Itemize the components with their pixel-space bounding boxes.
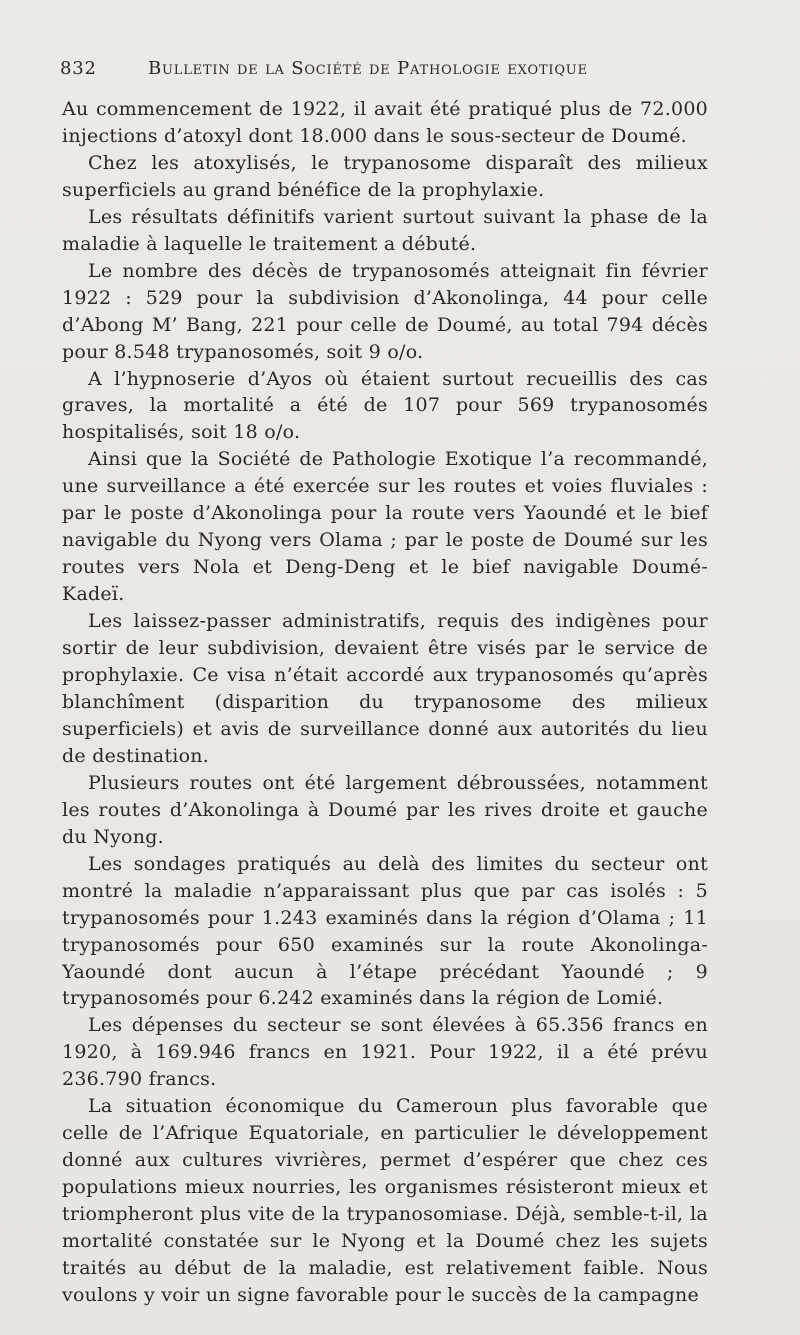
page-number: 832 [60, 58, 97, 79]
paragraph: Les sondages pratiqués au delà des limites du secteur ont montré la maladie n’apparaissant plus que par cas isolés : 5 trypanosomés pour 1.243 examinés dans la région d’Olama ; 11 trypanosomés pour 650 examinés sur la route Akonolinga-Yaoundé dont aucun à l’étape précédant Yaoundé ; 9 trypanosomés pour 6.242 examinés dans la région de Lomié. [62, 852, 708, 1010]
paragraph: Le nombre des décès de trypanosomés atteignait fin février 1922 : 529 pour la subdivision d’Akonolinga, 44 pour celle d’Abong M’ Bang, 221 pour celle de Doumé, au total 794 décès pour 8.548 trypanosomés, soit 9 o/o. [62, 259, 708, 363]
paragraph: Les laissez-passer administratifs, requis des indigènes pour sortir de leur subdivision, devaient être visés par le service de prophylaxie. Ce visa n’était accordé aux trypanosomés qu’après blanchîment (disparition du trypanosome des milieux superficiels) et avis de surveillance donné aux autorités du lieu de destination. [62, 610, 708, 767]
paragraph: La situation économique du Cameroun plus favorable que celle de l’Afrique Equatoriale, en particulier le développement donné aux cultures vivrières, permet d’espérer que chez ces populations mieux nourries, les organismes résisteront mieux et triompheront plus vite de la trypanosomiase. Déjà, semble-t-il, la mortalité constatée sur le Nyong et la Doumé chez les sujets traités au début de la maladie, est relativement faible. Nous voulons y voir un signe favorable pour le succès de la campagne [62, 1095, 708, 1306]
page-header [60, 58, 710, 88]
running-title: Bulletin de la Société de Pathologie exotique [148, 58, 588, 79]
paragraph: Au commencement de 1922, il avait été pratiqué plus de 72.000 injections d’atoxyl dont 18.000 dans le sous-secteur de Doumé. [62, 98, 708, 147]
paragraph: Les dépenses du secteur se sont élevées à 65.356 francs en 1920, à 169.946 francs en 1921. Pour 1922, il a été prévu 236.790 francs. [62, 1014, 708, 1091]
paragraph: Plusieurs routes ont été largement débroussées, notamment les routes d’Akonolinga à Doumé par les rives droite et gauche du Nyong. [62, 771, 708, 848]
paragraph: Chez les atoxylisés, le trypanosome disparaît des milieux superficiels au grand bénéfice de la prophylaxie. [62, 151, 708, 201]
paragraph: Les résultats définitifs varient surtout suivant la phase de la maladie à laquelle le traitement a débuté. [62, 205, 708, 255]
body-text [62, 96, 708, 1309]
paragraph: Ainsi que la Société de Pathologie Exotique l’a recommandé, une surveillance a été exercée sur les routes et voies fluviales : par le poste d’Akonolinga pour la route vers Yaoundé et le bief navigable du Nyong vers Olama ; par le poste de Doumé sur les routes vers Nola et Deng-Deng et le bief navigable Doumé-Kadeï. [62, 448, 708, 606]
paragraph: A l’hypnoserie d’Ayos où étaient surtout recueillis des cas graves, la mortalité a été de 107 pour 569 trypanosomés hospitalisés, soit 18 o/o. [62, 367, 708, 444]
